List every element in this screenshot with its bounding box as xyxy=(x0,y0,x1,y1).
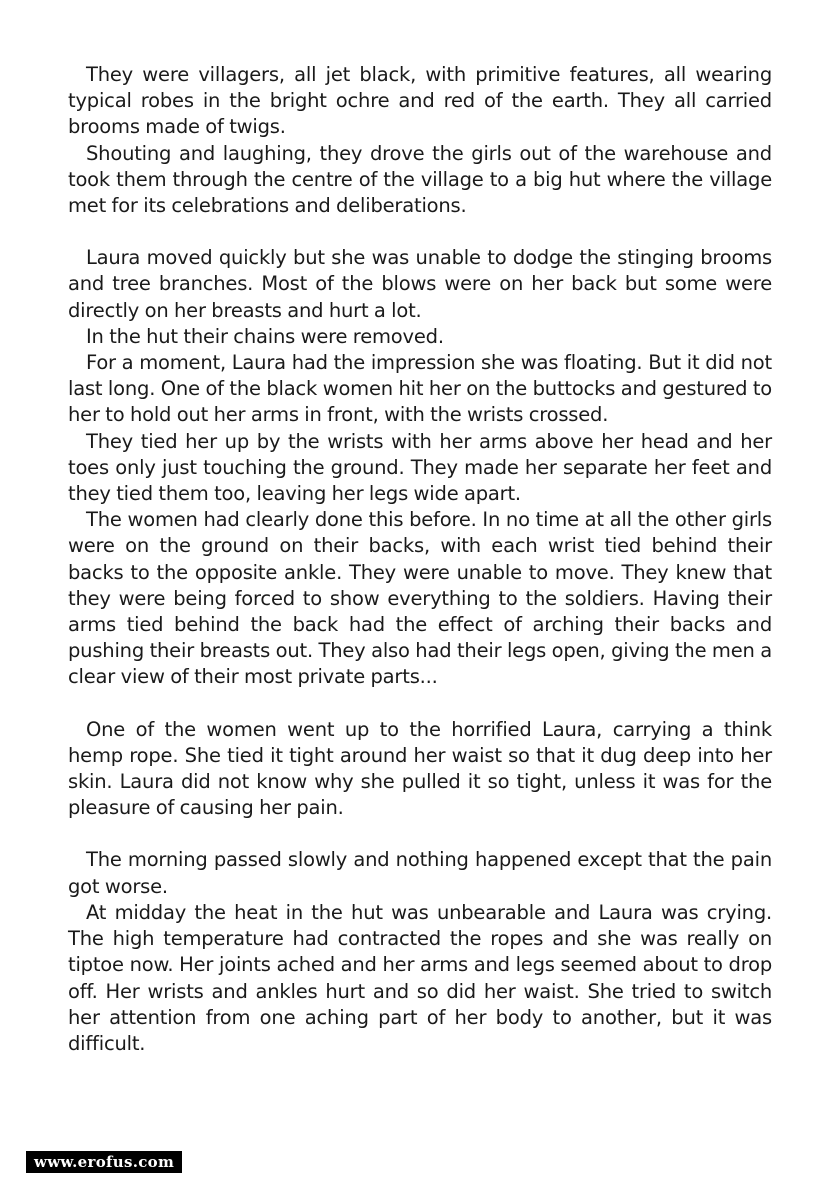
paragraph-9: The morning passed slowly and nothing happened except that the pain got worse. xyxy=(68,848,772,898)
paragraph-gap xyxy=(68,691,772,717)
watermark-text: www.erofus.com xyxy=(34,1153,175,1171)
page-text xyxy=(68,62,772,1057)
paragraph-5: For a moment, Laura had the impression she was floating. But it did not last long. One of the black women hit her on the buttocks and gestured to her to hold out her arms in front, with the wrists crossed. xyxy=(68,351,772,427)
watermark-badge xyxy=(26,1151,182,1173)
paragraph-gap xyxy=(68,821,772,847)
paragraph-3: Laura moved quickly but she was unable to dodge the stinging brooms and tree branches. Most of the blows were on her back but some were directly on her breasts and hurt a lot. xyxy=(68,246,772,322)
paragraph-10: At midday the heat in the hut was unbearable and Laura was crying. The high temperature had contracted the ropes and she was really on tiptoe now. Her joints ached and her arms and legs seemed about to drop off. Her wrists and ankles hurt and so did her waist. She tried to switch her attention from one aching part of her body to another, but it was difficult. xyxy=(68,900,772,1055)
paragraph-4: In the hut their chains were removed. xyxy=(86,324,444,348)
paragraph-8: One of the women went up to the horrified Laura, carrying a think hemp rope. She tied it tight around her waist so that it dug deep into her skin. Laura did not know why she pulled it so tight, unless it was for the pleasure of causing her pain. xyxy=(68,717,772,820)
paragraph-7: The women had clearly done this before. In no time at all the other girls were on the ground on their backs, with each wrist tied behind their backs to the opposite ankle. They were unable to move. They knew that they were being forced to show everything to the soldiers. Having their arms tied behind the back had the effect of arching their backs and pushing their breasts out. They also had their legs open, giving the men a clear view of their most private parts... xyxy=(68,508,772,689)
paragraph-2: Shouting and laughing, they drove the girls out of the warehouse and took them through the centre of the village to a big hut where the village met for its celebrations and deliberations. xyxy=(68,141,772,218)
paragraph-1: They were villagers, all jet black, with primitive features, all wearing typical robes in the bright ochre and red of the earth. They all carried brooms made of twigs. xyxy=(68,63,772,139)
paragraph-gap xyxy=(68,219,772,245)
paragraph-6: They tied her up by the wrists with her arms above her head and her toes only just touching the ground. They made her separate her feet and they tied them too, leaving her legs wide apart. xyxy=(68,429,772,506)
